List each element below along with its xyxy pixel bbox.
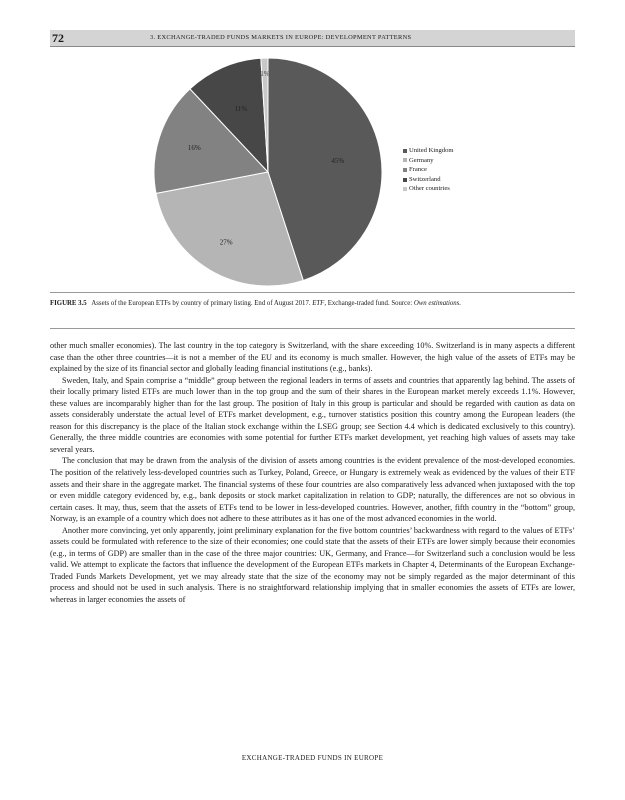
caption-abbr: ETF bbox=[312, 300, 325, 307]
paragraph: Another more convincing, yet only apparently, joint preliminary explanation for the five bottom countries’ backwardness with regard to the values of ETFs’ assets could be formulated with reference to the size of their economies; one could state that the assets of their ETFs are lower simply because their economies (e.g., in terms of GDP) are smaller than in the case of the three major countries: UK, Germany, and France—for Switzerland such a conclusion would be less valid. We attempt to explicate the factors that influence the development of the European ETFs markets in Chapter 4, Determinants of the European Exchange-Traded Funds Markets Development, yet we may already state that the size of the economy may not be simply regarded as the major determinant of this process and should not be used in such analysis. There is no straightforward relationship implying that in smaller economies the assets of ETFs are lower, whereas in larger economies the assets of bbox=[50, 525, 575, 605]
paragraph: other much smaller economies). The last country in the top category is Switzerland, with the share exceeding 10%. Switzerland is in many aspects a different case than the other three countries—it is not a member of the EU and its economy is much smaller. However, the high value of the assets of ETFs may be explained by the size of its financial sector and globally leading financial institutions (e.g., banks). bbox=[50, 341, 575, 374]
legend-swatch bbox=[403, 158, 407, 162]
pie-data-label: 16% bbox=[187, 144, 201, 153]
caption-text-2: , Exchange-traded fund. Source: bbox=[324, 300, 414, 307]
footer-title: EXCHANGE-TRADED FUNDS IN EUROPE bbox=[241, 754, 384, 762]
legend-item bbox=[403, 165, 454, 175]
legend-swatch bbox=[403, 187, 407, 191]
pie-slices bbox=[154, 58, 382, 286]
pie-chart bbox=[140, 50, 400, 290]
caption-text-1: Assets of the European ETFs by country of primary listing. End of August 2017. bbox=[91, 300, 313, 307]
legend-item bbox=[403, 146, 454, 156]
pie-data-label: 45% bbox=[331, 156, 345, 165]
paragraph: Sweden, Italy, and Spain comprise a “middle” group between the regional leaders in terms of assets and countries that apparently lag behind. The assets of their locally primary listed ETFs are much lower than in the top group and the sum of their shares in the European market merely exceeds 1.1%. However, these values are incomparably higher than for the last group. The position of Italy in this group is particular and should be regarded with caution as data on assets considerably understate the actual level of ETFs market development, e.g., turnover statistics position this country among the European leaders (the reason for this discrepancy is the place of the Italian stock exchange within the LSEG group; see Section 4.4 which is dedicated exclusively to this country). Generally, the three middle countries are economies with some potential for further ETFs market development, yet reaching high values of assets may take several years. bbox=[50, 375, 575, 454]
figure-label: FIGURE 3.5 bbox=[50, 300, 87, 307]
page-number: 72 bbox=[52, 31, 64, 45]
legend-label: Switzerland bbox=[409, 175, 441, 183]
chart-legend bbox=[403, 146, 454, 194]
pie-data-label: 27% bbox=[219, 238, 233, 247]
pie-data-label: 11% bbox=[234, 105, 248, 114]
legend-swatch bbox=[403, 149, 407, 153]
legend-item bbox=[403, 184, 454, 194]
figure-caption bbox=[50, 299, 575, 309]
legend-label: Germany bbox=[409, 156, 434, 164]
caption-rule-top bbox=[50, 292, 575, 293]
paragraph: The conclusion that may be drawn from the analysis of the division of assets among countries is the evident prevalence of the most-developed economies. The position of the relatively less-developed countries such as Turkey, Poland, Greece, or Hungary is extremely weak as evidenced by the values of their ETF assets and their share in the aggregate market. The financial systems of these four countries are also comparatively less advanced when juxtaposed with the top or even middle category evidenced by, e.g., bank deposits or stock market capitalization in relation to GDP; naturally, the differences are not so obvious in certain cases. It may, thus, seem that the assets of ETFs tend to be lower in less-developed countries. However, another, fifth country in the “bottom” group, Norway, is an example of a country which does not adhere to these attributes as it has one of the most advanced economies in the world. bbox=[50, 456, 575, 524]
body-text bbox=[50, 340, 575, 606]
running-head: 3. EXCHANGE-TRADED FUNDS MARKETS IN EUROPE: DEVELOPMENT PATTERNS bbox=[150, 34, 412, 41]
legend-swatch bbox=[403, 168, 407, 172]
legend-label: France bbox=[409, 166, 427, 174]
legend-item bbox=[403, 156, 454, 166]
legend-item bbox=[403, 175, 454, 185]
legend-swatch bbox=[403, 178, 407, 182]
caption-rule-bottom bbox=[50, 328, 575, 329]
legend-label: United Kingdom bbox=[409, 147, 454, 154]
pie-data-label: 1% bbox=[260, 70, 270, 79]
caption-source: Own estimations. bbox=[413, 300, 462, 307]
legend-label: Other countries bbox=[409, 185, 450, 193]
